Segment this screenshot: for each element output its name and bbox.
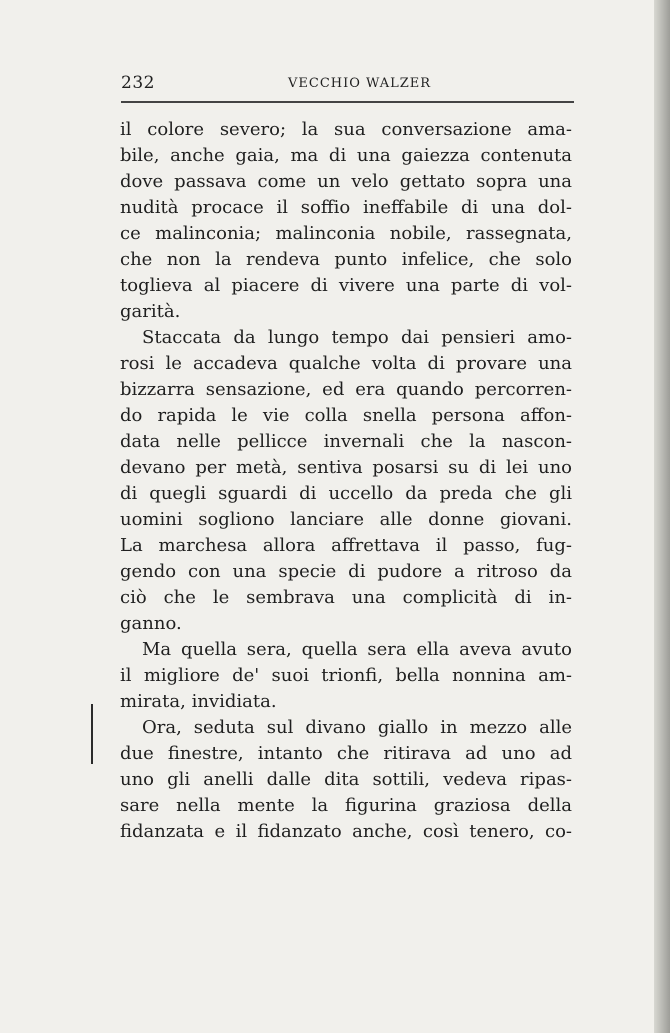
text-line: uno gli anelli dalle dita sottili, vedeva ripas-	[120, 769, 572, 790]
page-number: 232	[121, 73, 155, 93]
text-line: il colore severo; la sua conversazione ama-	[120, 119, 572, 140]
text-line: due finestre, intanto che ritirava ad uno ad	[120, 743, 572, 764]
text-line: La marchesa allora affrettava il passo, fug-	[120, 535, 572, 556]
text-line: bile, anche gaia, ma di una gaiezza contenuta	[120, 145, 572, 166]
text-line: gendo con una specie di pudore a ritroso da	[120, 561, 572, 582]
text-line: ciò che le sembrava una complicità di in-	[120, 587, 572, 608]
text-line: toglieva al piacere di vivere una parte di vol-	[120, 275, 572, 296]
text-line: data nelle pellicce invernali che la nascon-	[120, 431, 572, 452]
text-line: fidanzata e il fidanzato anche, così tenero, co-	[120, 821, 572, 842]
text-line: che non la rendeva punto infelice, che solo	[120, 249, 572, 270]
text-line: Ora, seduta sul divano giallo in mezzo alle	[142, 717, 572, 738]
text-line: ganno.	[120, 613, 182, 634]
text-line: devano per metà, sentiva posarsi su di lei uno	[120, 457, 572, 478]
text-line: rosi le accadeva qualche volta di provare una	[120, 353, 572, 374]
running-head	[121, 73, 574, 103]
body-text	[120, 117, 572, 845]
text-line: Staccata da lungo tempo dai pensieri amo-	[142, 327, 572, 348]
text-line: ce malinconia; malinconia nobile, rassegnata,	[120, 223, 572, 244]
text-line: nudità procace il soffio ineffabile di una dol-	[120, 197, 572, 218]
text-line: do rapida le vie colla snella persona affon-	[120, 405, 572, 426]
text-line: uomini sogliono lanciare alle donne giovani.	[120, 509, 572, 530]
running-title: VECCHIO WALZER	[288, 76, 432, 91]
margin-pencil-mark	[91, 704, 93, 764]
text-line: garità.	[120, 301, 181, 322]
text-line: il migliore de' suoi trionfi, bella nonnina am-	[120, 665, 572, 686]
text-line: Ma quella sera, quella sera ella aveva avuto	[142, 639, 572, 660]
text-line: bizzarra sensazione, ed era quando percorren-	[120, 379, 572, 400]
text-line: dove passava come un velo gettato sopra una	[120, 171, 572, 192]
text-line: mirata, invidiata.	[120, 691, 277, 712]
text-line: sare nella mente la figurina graziosa della	[120, 795, 572, 816]
text-line: di quegli sguardi di uccello da preda che gli	[120, 483, 572, 504]
